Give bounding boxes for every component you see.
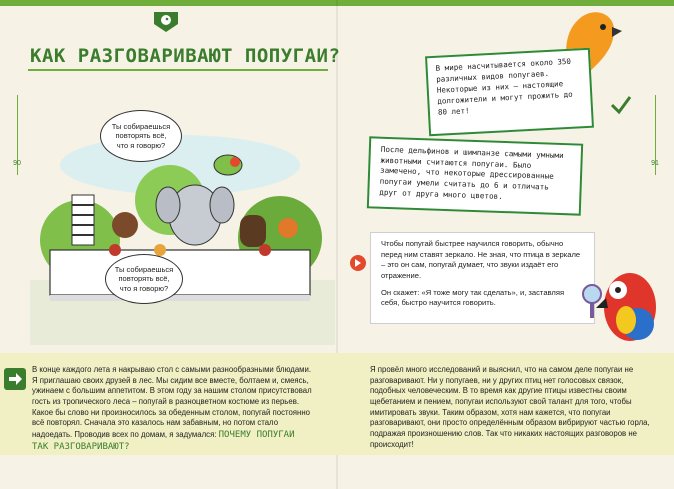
- beaver: [240, 215, 266, 247]
- mirror-paragraph-2: Он скажет: «Я тоже могу так сделать», и, заставляя себя, быстро научится говорить.: [381, 287, 565, 308]
- mirror-info-box: [370, 232, 595, 324]
- speech-bubble-bottom: Ты собираешься повторять всё, что я говорю?: [105, 254, 183, 304]
- fox: [278, 218, 298, 238]
- elephant-ear-right: [210, 187, 234, 223]
- top-bar-left: [0, 0, 337, 6]
- red-arrow-icon: [350, 255, 366, 271]
- speech-bubble-top: Ты собираешься повторять всё, что я говорю?: [100, 110, 182, 162]
- fact-card-intelligence: После дельфинов и шимпанзе самыми умными животными считаются попугаи. Было замечено, что некоторые дрессированные попугаи умели считать до 6 и отличать друг от друга много цветов.: [367, 136, 583, 215]
- page-number-left: 90: [13, 160, 21, 167]
- table-shadow: [50, 295, 310, 301]
- title-underline: [28, 69, 328, 71]
- bear-cub: [112, 212, 138, 238]
- zebra: [72, 195, 94, 245]
- macaw-mirror-illustration: [578, 262, 668, 352]
- mirror-paragraph-1: Чтобы попугай быстрее научился говорить, обычно перед ним ставят зеркало. Не зная, что птица в зеркале – это он сам, попугай думает, что звуки издаёт его отражение.: [381, 239, 581, 280]
- parrot-head: [230, 157, 240, 167]
- elephant-ear-left: [156, 187, 180, 223]
- arrow-glyph: [4, 368, 26, 390]
- food-plate-1: [109, 244, 121, 256]
- story-question: ПОЧЕМУ ПОПУГАИ ТАК РАЗГОВАРИВАЮТ?: [32, 430, 295, 453]
- parrot-badge-icon: [152, 10, 180, 34]
- arrow-right-icon: [4, 368, 26, 390]
- story-left-text: В конце каждого лета я накрываю стол с самыми разнообразными блюдами. Я приглашаю своих друзей в лес. Мы сидим все вместе, болтаем и, смеясь, ужинаем с большим аппетитом. В этом году за нашим столом присутствовал гость из тропического леса – попугай в разноцветном костюме из перьев. Какое бы слово ни произносилось за обеденным столом, попугай постоянно всё повторял. Сначала это казалось нам забавным, но потом стало надоедать. Проводив всех по домам, я задумался:: [32, 365, 312, 440]
- story-right-column: Я провёл много исследований и выяснил, что на самом деле попугаи не разговаривают. Ни у попугаев, ни у других птиц нет голосовых связок, подобных человеческим. В то время как другие птицы известны своим щебетанием и пением, попугаи используют свой талант для того, чтобы имитировать звуки. Таким образом, хотя нам кажется, что попугаи разговаривают, они просто определённым образом вибрируют частью горла, подражая произношению слов. Так что никаких настоящих разговоров не происходит!: [370, 365, 650, 449]
- page-number-right: 91: [651, 160, 659, 167]
- dinner-illustration: [30, 90, 335, 345]
- checkmark-icon: [610, 95, 632, 115]
- food-plate-3: [259, 244, 271, 256]
- fact-card-species: В мире насчитывается около 350 различных видов попугаев. Некоторые из них – настоящие долгожители и могут прожить до 80 лет!: [425, 48, 594, 137]
- story-left-column: [32, 365, 314, 454]
- page-title: КАК РАЗГОВАРИВАЮТ ПОПУГАИ?: [30, 45, 341, 67]
